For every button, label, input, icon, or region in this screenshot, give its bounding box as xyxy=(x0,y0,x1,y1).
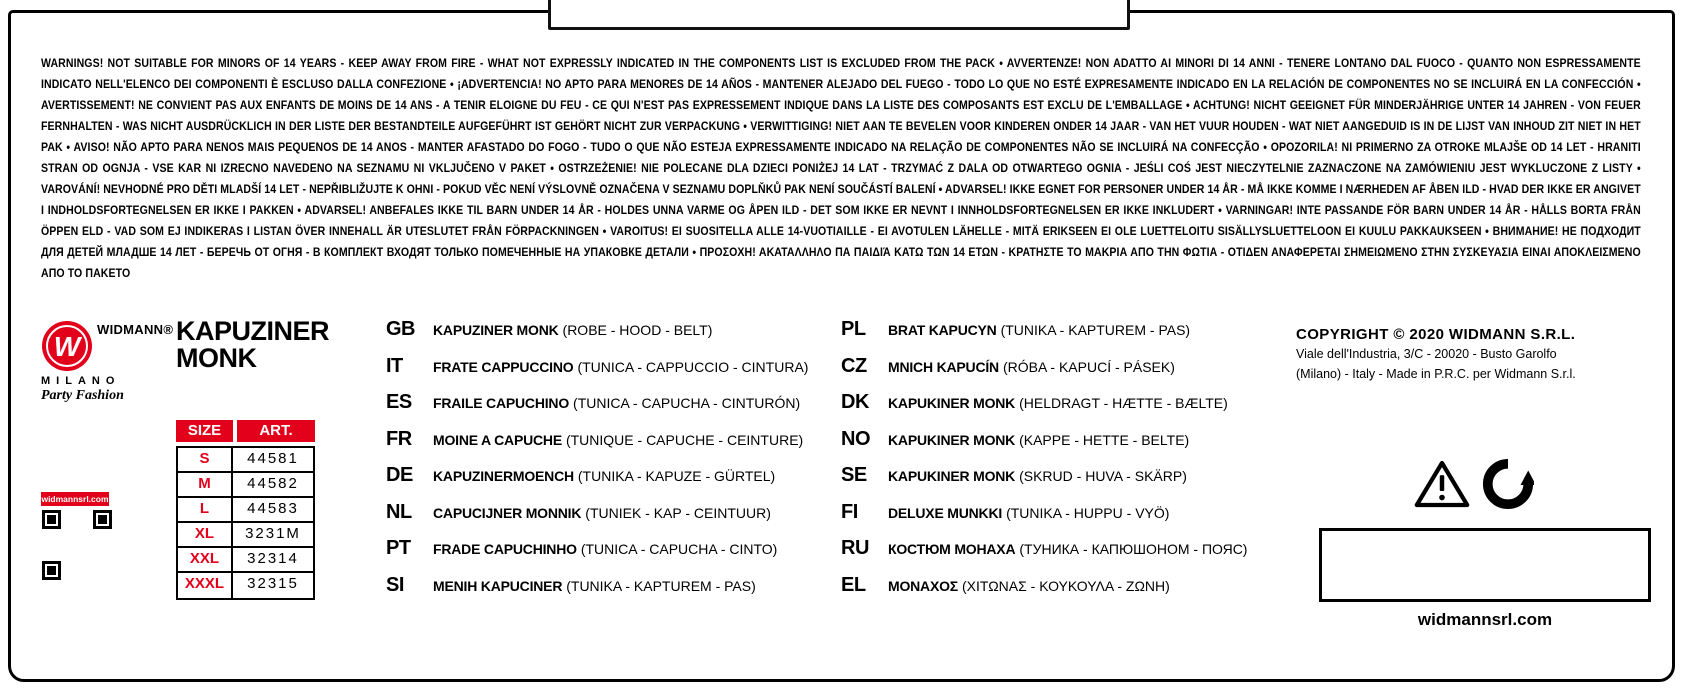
language-code: RU xyxy=(841,537,869,559)
size-table xyxy=(176,420,315,600)
label-bottom-section xyxy=(41,318,1651,648)
language-product-name: FRATE CAPPUCCINO xyxy=(433,358,574,375)
art-cell: 32314 xyxy=(247,550,299,567)
language-product-name: KAPUKINER MONK xyxy=(888,431,1016,448)
language-code: NO xyxy=(841,427,870,450)
language-components: (TUNIKA - KAPTUREM - PAS) xyxy=(1000,322,1191,338)
language-code: ES xyxy=(386,391,412,413)
art-cell: 44583 xyxy=(247,500,299,517)
language-product-name: BRAT KAPUCYN xyxy=(888,322,997,338)
product-title-column xyxy=(176,316,351,592)
brand-name: WIDMANN® xyxy=(97,322,174,337)
language-code: FR xyxy=(386,427,412,450)
language-components: (ТУНИКА - КАПЮШОНОМ - ПОЯС) xyxy=(1019,541,1248,557)
language-components: (TUNICA - CAPUCHA - CINTURÓN) xyxy=(573,395,801,411)
size-table-row xyxy=(178,523,313,548)
qr-code xyxy=(42,510,112,580)
recycle-icon xyxy=(1482,458,1534,510)
qr-finder-top-right xyxy=(93,510,112,529)
brand-tagline: Party Fashion xyxy=(41,388,124,403)
language-product-name: KAPUZINERMOENCH xyxy=(433,468,574,484)
language-list-column-1 xyxy=(386,318,841,610)
art-cell: 44581 xyxy=(247,450,299,467)
language-components: (ΧΙΤΩΝΑΣ - ΚΟΥΚΟΥΛΑ - ΖΩΝΗ) xyxy=(962,577,1170,594)
language-components: (ROBE - HOOD - BELT) xyxy=(562,322,713,338)
size-cell: XXXL xyxy=(178,573,233,598)
language-components: (TUNIQUE - CAPUCHE - CEINTURE) xyxy=(565,431,804,448)
qr-finder-top-left xyxy=(42,510,61,529)
size-cell: L xyxy=(178,498,233,521)
language-code: DK xyxy=(841,391,869,413)
size-table-row xyxy=(178,573,313,598)
brand-logo-row xyxy=(41,320,173,372)
language-code: PL xyxy=(841,318,866,340)
language-entry xyxy=(841,355,1296,392)
product-label xyxy=(8,10,1675,682)
language-code: SI xyxy=(386,573,404,596)
address-line-2: (Milano) - Italy - Made in P.R.C. per Widmann S.r.l. xyxy=(1296,367,1576,381)
qr-finder-bottom-left xyxy=(42,561,61,580)
language-entry xyxy=(386,428,841,465)
language-product-name: КОСТЮМ МОНАХА xyxy=(888,541,1016,557)
language-entry xyxy=(841,391,1296,428)
art-cell: 3231M xyxy=(245,525,301,542)
language-code: FI xyxy=(841,500,858,523)
language-entry xyxy=(841,574,1296,611)
language-product-name: MENIH KAPUCINER xyxy=(433,577,563,594)
widmann-logo-icon xyxy=(41,320,93,372)
svg-text:W: W xyxy=(53,331,81,362)
language-components: (SKRUD - HUVA - SKÄRP) xyxy=(1019,468,1187,484)
copyright-block xyxy=(1296,326,1646,383)
size-table-body xyxy=(176,446,315,600)
language-code: GB xyxy=(386,318,415,340)
language-code: CZ xyxy=(841,354,867,377)
language-code: NL xyxy=(386,500,412,523)
language-components: (TUNICA - CAPUCHA - CINTO) xyxy=(580,541,778,557)
language-components: (TUNIKA - HUPPU - VYÖ) xyxy=(1006,504,1170,521)
size-cell: M xyxy=(178,473,233,496)
language-entry xyxy=(841,428,1296,465)
size-cell: S xyxy=(178,448,233,471)
language-components: (TUNICA - CAPPUCCIO - CINTURA) xyxy=(577,358,809,375)
language-components: (HELDRAGT - HÆTTE - BÆLTE) xyxy=(1019,395,1228,411)
language-code: PT xyxy=(386,537,411,559)
language-entry xyxy=(386,355,841,392)
brand-block xyxy=(41,320,174,504)
art-cell: 32315 xyxy=(247,575,299,592)
language-entry xyxy=(841,501,1296,538)
product-title xyxy=(176,318,351,372)
language-product-name: ΜΟΝΑΧΟΣ xyxy=(888,577,959,594)
language-product-name: FRAILE CAPUCHINO xyxy=(433,395,570,411)
size-cell: XXL xyxy=(178,548,233,571)
language-entry xyxy=(386,391,841,428)
language-product-name: CAPUCIJNER MONNIK xyxy=(433,504,582,521)
certification-box xyxy=(1319,528,1651,602)
language-components: (TUNIKA - KAPUZE - GÜRTEL) xyxy=(577,468,776,484)
language-code: SE xyxy=(841,464,867,486)
language-entry xyxy=(841,318,1296,355)
language-product-name: KAPUKINER MONK xyxy=(888,468,1016,484)
language-entry xyxy=(386,464,841,501)
language-components: (KAPPE - HETTE - BELTE) xyxy=(1019,431,1190,448)
language-code: IT xyxy=(386,354,403,377)
language-product-name: KAPUKINER MONK xyxy=(888,395,1016,411)
language-product-name: MOINE A CAPUCHE xyxy=(433,431,562,448)
language-entry xyxy=(841,537,1296,574)
copyright-line: COPYRIGHT © 2020 WIDMANN S.R.L. xyxy=(1296,326,1576,343)
size-table-row xyxy=(178,448,313,473)
size-cell: XL xyxy=(178,523,233,546)
website-url: widmannsrl.com xyxy=(1417,610,1553,629)
compliance-icons xyxy=(1414,458,1534,510)
language-components: (TUNIEK - KAP - CEINTUUR) xyxy=(585,504,771,521)
warnings-text: WARNINGS! NOT SUITABLE FOR MINORS OF 14 YEARS - KEEP AWAY FROM FIRE - WHAT NOT EXPRESSLY INDICATED IN THE COMPONENTS LIST IS EXCLUDED FROM THE PACK • AVVERTENZE! NON ADATTO AI MINORI DI 14 ANNI - TENERE LONTANO DAL FUOCO - QUANTO NON ESPRESSAMENTE INDICATO NELL'ELENCO DEI COMPONENTI È ESCLUSO DALLA CONFEZIONE • ¡ADVERTENCIA! NO APTO PARA MENORES DE 14 AÑOS - MANTENER ALEJADO DEL FUEGO - TODO LO QUE NO ESTÉ EXPRESAMENTE INDICADO EN LA RELACIÓN DE COMPONENTES NO SE INCLUIRÁ EN LA CONFECCIÓN • AVERTISSEMENT! NE CONVIENT PAS AUX ENFANTS DE MOINS DE 14 ANS - A TENIR ELOIGNE DU FEU - CE QUI N'EST PAS EXPRESSEMENT INDIQUE DANS LA LISTE DES COMPOSANTS EST EXCLU DE L'EMBALLAGE • ACHTUNG! NICHT GEEIGNET FÜR MINDERJÄHRIGE UNTER 14 JAHREN - VON FEUER FERNHALTEN - WAS NICHT AUSDRÜCKLICH IN DER LISTE DER BESTANDTEILE AUFGEFÜHRT IST GEHÖRT NICHT ZUR VERPACKUNG • VERWITTIGING! NIET AAN TE BEVELEN VOOR KINDEREN ONDER 14 JAAR - VAN HET VUUR HOUDEN - WAT NIET AANGEDUID IS IN DE LIJST VAN INHOUD ZIT NIET IN HET PAK • AVISO! NÃO APTO PARA NENOS MAIS PEQUENOS DE 14 ANOS - MANTER AFASTADO DO FOGO - TUDO O QUE NÃO ESTEJA EXPRESSAMENTE INDICADO NA RELAÇÃO DE COMPONENTES NÃO SE INCLUIRÁ NA CONFECÇÃO • OPOZORILA! NI PRIMERNO ZA OTROKE MLAJŠE OD 14 LET - HRANITI STRAN OD OGNJA - VSE KAR NI IZRECNO NAVEDENO NA SEZNAMU NI VKLJUČENO V PAKET • OSTRZEŻENIE! NIE POLECANE DLA DZIECI PONIŻEJ 14 LAT - TRZYMAĆ Z DALA OD OTWARTEGO OGNIA - JEŚLI COŚ JEST NIECZYTELNIE ZAZNACZONE NA ZAMÓWIENIU JEST WYKLUCZONE Z LISTY • VAROVÁNÍ! NEVHODNÉ PRO DĚTI MLADŠÍ 14 LET - NEPŘIBLIŽUJTE K OHNI - POKUD VĚC NENÍ VÝSLOVNĚ OZNAČENA V SEZNAMU DOPLŇKŮ PAK NENÍ SOUČÁSTÍ BALENÍ • ADVARSEL! IKKE EGNET FOR PERSONER UNDER 14 ÅR - MÅ IKKE KOMME I NÆRHEDEN AF ÅBEN ILD - HVAD DER IKKE ER ANGIVET I INDHOLDSFORTEGNELSEN ER IKKE I PAKKEN • ADVARSEL! ANBEFALES IKKE TIL BARN UNDER 14 ÅR - HOLDES UNNA VARME OG ÅPEN ILD - DET SOM IKKE ER NEVNT I INNHOLDSFORTEGNELSEN ER IKKE INKLUDERT • VARNINGAR! INTE PASSANDE FÖR BARN UNDER 14 ÅR - HÅLLS BORTA FRÅN ÖPPEN ELD - VAD SOM EJ INDIKERAS I LISTAN ÖVER INNEHALL ÄR UTESLUTET FRÅN FÖRPACKNINGEN • VAROITUS! EI SUOSITELLA ALLE 14-VUOTIAILLE - EI AVOTULEN LÄHELLE - MITÄ ERIKSEEN EI OLE LUETTELOITU SISÄLLYSLUETTELOON EI KUULU PAKKAUKSEEN • ВНИМАНИЕ! НЕ ПОДХОДИТ ДЛЯ ДЕТЕЙ МЛАДШЕ 14 ЛЕТ - БЕРЕЧЬ ОТ ОГНЯ - В КОМПЛЕКТ ВХОДЯТ ТОЛЬКО ПОМЕЧЕННЫЕ НА УПАКОВКЕ ДЕТАЛИ • ΠΡΟΣΟΧΗ! ΑΚΑΤΑΛΛΗΛΟ ΠΑ ΠΑΙΔΙΆ ΚΑΤΩ ΤΩΝ 14 ΕΤΩΝ - ΚΡΑΤΗΣΤΕ ΤΟ ΜΑΚΡΙΑ ΑΠΟ ΤΗΝ ΦΩΤΙΑ - ΟΤΙΔΕΝ ΑΝΑΦΕΡΕΤΑΙ ΣΗΜΕΙΩΜΕΝΟ ΣΤΗΝ ΣΥΣΚΕΥΑΣΙΑ ΕΙΝΑΙ ΑΠΟΚΛΕΙΣΜΕΝΟ ΑΠΟ ΤΟ ΠΑΚΕΤΟ xyxy=(41,56,1641,280)
product-title-line2: MONK xyxy=(176,343,257,373)
language-product-name: MNICH KAPUCÍN xyxy=(888,358,999,375)
language-entry xyxy=(386,318,841,355)
size-table-headers xyxy=(176,420,315,442)
hang-tab xyxy=(548,0,1130,30)
language-components: (TUNIKA - KAPTUREM - PAS) xyxy=(566,577,756,594)
art-header: ART. xyxy=(237,420,315,442)
language-entry xyxy=(386,574,841,611)
language-entry xyxy=(386,537,841,574)
warnings-block xyxy=(41,53,1641,284)
size-header: SIZE xyxy=(176,420,233,442)
product-title-line1: KAPUZINER xyxy=(176,316,330,346)
language-code: EL xyxy=(841,573,866,596)
size-table-row xyxy=(178,473,313,498)
warning-triangle-icon xyxy=(1414,459,1470,509)
address-line-1: Viale dell'Industria, 3/C - 20020 - Busto Garolfo xyxy=(1296,347,1557,361)
art-cell: 44582 xyxy=(247,475,299,492)
language-product-name: KAPUZINER MONK xyxy=(433,322,559,338)
language-list-column-2 xyxy=(841,318,1296,610)
website-badge: widmannsrl.com xyxy=(41,494,109,504)
size-table-row xyxy=(178,498,313,523)
language-product-name: DELUXE MUNKKI xyxy=(888,504,1003,521)
language-product-name: FRADE CAPUCHINHO xyxy=(433,541,577,557)
language-components: (RÓBA - KAPUCÍ - PÁSEK) xyxy=(1002,358,1175,375)
size-table-row xyxy=(178,548,313,573)
language-code: DE xyxy=(386,464,413,486)
language-entry xyxy=(841,464,1296,501)
brand-city: MILANO xyxy=(41,375,121,387)
language-entry xyxy=(386,501,841,538)
